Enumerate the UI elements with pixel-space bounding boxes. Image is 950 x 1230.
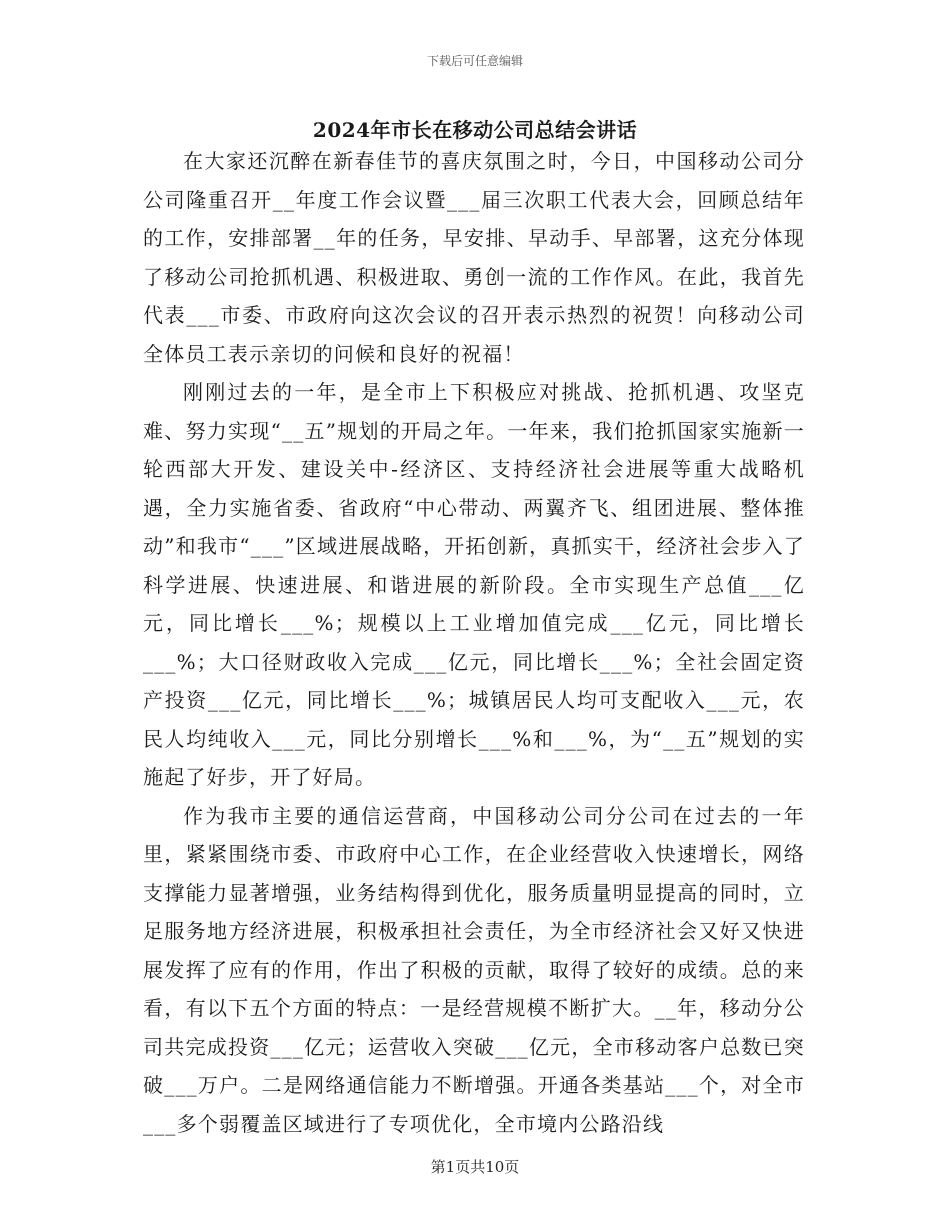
- paragraph: 刚刚过去的一年，是全市上下积极应对挑战、抢抓机遇、攻坚克难、努力实现“__五”规划的开局之年。一年来，我们抢抓国家实施新一轮西部大开发、建设关中-经济区、支持经济社会进展等重大战略机遇，全力实施省委、省政府“中心带动、两翼齐飞、组团进展、整体推动”和我市“___”区域进展战略，开拓创新，真抓实干，经济社会步入了科学进展、快速进展、和谐进展的新阶段。全市实现生产总值___亿元，同比增长___%；规模以上工业增加值完成___亿元，同比增长___%；大口径财政收入完成___亿元，同比增长___%；全社会固定资产投资___亿元，同比增长___%；城镇居民人均可支配收入___元，农民人均纯收入___元，同比分别增长___%和___%，为“__五”规划的实施起了好步，开了好局。: [143, 380, 805, 789]
- header-note: 下载后可任意编辑: [426, 54, 523, 68]
- document-title: 2024年市长在移动公司总结会讲话: [312, 118, 638, 142]
- paragraph: 在大家还沉醉在新春佳节的喜庆氛围之时，今日，中国移动公司分公司隆重召开__年度工作会议暨___届三次职工代表大会，回顾总结年的工作，安排部署__年的任务，早安排、早动手、早部署，这充分体现了移动公司抢抓机遇、积极进取、勇创一流的工作作风。在此，我首先代表___市委、市政府向这次会议的召开表示热烈的祝贺！向移动公司全体员工表示亲切的问候和良好的祝福！: [143, 149, 805, 366]
- page-number-footer: 第1页共10页: [430, 1158, 520, 1176]
- document-body: [143, 142, 805, 1143]
- paragraph: 作为我市主要的通信运营商，中国移动公司分公司在过去的一年里，紧紧围绕市委、市政府中心工作，在企业经营收入快速增长，网络支撑能力显著增强，业务结构得到优化，服务质量明显提高的同时，立足服务地方经济进展，积极承担社会责任，为全市经济社会又好又快进展发挥了应有的作用，作出了积极的贡献，取得了较好的成绩。总的来看，有以下五个方面的特点：一是经营规模不断扩大。__年，移动分公司共完成投资___亿元；运营收入突破___亿元，全市移动客户总数已突破___万户。二是网络通信能力不断增强。开通各类基站___个，对全市___多个弱覆盖区域进行了专项优化，全市境内公路沿线: [143, 803, 805, 1136]
